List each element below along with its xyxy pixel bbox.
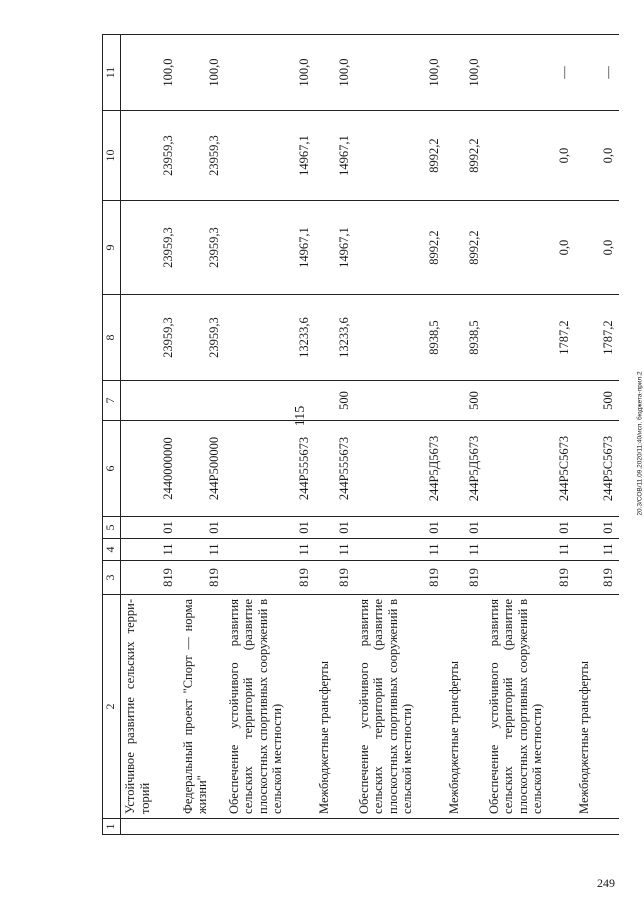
cell-3: 819 [485,561,575,595]
cell-5: 01 [445,517,485,539]
cell-9: 23959,3 [121,201,179,295]
table-row [575,35,619,835]
cell-8: 23959,3 [179,295,225,381]
table-row [445,35,485,835]
cell-9: 8992,2 [445,201,485,295]
row-name: Обеспечение устойчивого развития сельских территорий (развитие плоскостных спортивных сооружений в сельской местности) [485,595,575,819]
cell-6: 2440000000 [121,421,179,517]
column-header-10: 10 [103,111,121,201]
row-name: Устойчивое развитие сельских терри- торий [121,595,179,819]
cell-10: 8992,2 [445,111,485,201]
cell-7: 500 [315,381,355,421]
cell-11: 100,0 [121,35,179,111]
cell-4: 11 [225,539,315,561]
cell-1 [445,819,485,835]
cell-11: 100,0 [315,35,355,111]
cell-6: 244P5Д5673 [445,421,485,517]
table-row [315,35,355,835]
cell-3: 819 [315,561,355,595]
cell-5: 01 [575,517,619,539]
cell-10: 14967,1 [315,111,355,201]
cell-7 [485,381,575,421]
cell-11: — [485,35,575,111]
cell-5: 01 [485,517,575,539]
cell-10: 0,0 [575,111,619,201]
cell-3: 819 [225,561,315,595]
cell-11: 100,0 [225,35,315,111]
row-name: Федеральный проект "Спорт — норма жизни" [179,595,225,819]
cell-4: 11 [445,539,485,561]
cell-6: 244P555673 [315,421,355,517]
page-number: 115 [293,405,308,427]
column-header-5: 5 [103,517,121,539]
table-row [485,35,575,835]
cell-8: 13233,6 [225,295,315,381]
cell-10: 23959,3 [121,111,179,201]
cell-9: 14967,1 [225,201,315,295]
cell-10: 14967,1 [225,111,315,201]
cell-7 [355,381,445,421]
table-row [179,35,225,835]
cell-4: 11 [315,539,355,561]
cell-9: 0,0 [485,201,575,295]
cell-11: 100,0 [445,35,485,111]
row-name: Обеспечение устойчивого развития сельских территорий (развитие плоскостных спортивных сооружений в сельской местности) [225,595,315,819]
cell-5: 01 [355,517,445,539]
cell-4: 11 [179,539,225,561]
cell-9: 8992,2 [355,201,445,295]
cell-1 [225,819,315,835]
cell-1 [485,819,575,835]
cell-3: 819 [575,561,619,595]
cell-3: 819 [121,561,179,595]
column-header-8: 8 [103,295,121,381]
cell-4: 11 [485,539,575,561]
cell-11: — [575,35,619,111]
cell-6: 244P500000 [179,421,225,517]
cell-5: 01 [179,517,225,539]
cell-8: 1787,2 [485,295,575,381]
cell-10: 0,0 [485,111,575,201]
budget-table [102,34,619,835]
cell-6: 244P555673 [225,421,315,517]
cell-9: 0,0 [575,201,619,295]
column-header-11: 11 [103,35,121,111]
row-name: Межбюджетные трансферты [445,595,485,819]
cell-10: 8992,2 [355,111,445,201]
cell-4: 11 [575,539,619,561]
cell-1 [179,819,225,835]
cell-8: 8938,5 [445,295,485,381]
column-header-9: 9 [103,201,121,295]
cell-5: 01 [121,517,179,539]
cell-7 [121,381,179,421]
cell-5: 01 [225,517,315,539]
row-name: Обеспечение устойчивого развития сельских территорий (развитие плоскостных спортивных сооружений в сельской местности) [355,595,445,819]
cell-5: 01 [315,517,355,539]
header-row [103,35,121,835]
column-header-4: 4 [103,539,121,561]
row-name: Межбюджетные трансферты [575,595,619,819]
document-code: 20.3/СОВ/11.09.2020/11:40/исп. бюджета-прил.2 [636,371,644,516]
budget-table-container [102,35,620,835]
cell-7 [179,381,225,421]
column-header-2: 2 [103,595,121,819]
column-header-6: 6 [103,421,121,517]
cell-1 [575,819,619,835]
table-body [121,35,619,835]
cell-6: 244P5Д5673 [355,421,445,517]
cell-8: 1787,2 [575,295,619,381]
cell-3: 819 [355,561,445,595]
cell-4: 11 [121,539,179,561]
cell-7: 500 [445,381,485,421]
cell-8: 13233,6 [315,295,355,381]
cell-7 [225,381,315,421]
cell-3: 819 [179,561,225,595]
cell-4: 11 [355,539,445,561]
cell-7: 500 [575,381,619,421]
cell-6: 244P5C5673 [485,421,575,517]
cell-1 [121,819,179,835]
column-header-3: 3 [103,561,121,595]
cell-9: 23959,3 [179,201,225,295]
table-row [121,35,179,835]
cell-10: 23959,3 [179,111,225,201]
cell-8: 8938,5 [355,295,445,381]
cell-11: 100,0 [179,35,225,111]
cell-1 [315,819,355,835]
cell-8: 23959,3 [121,295,179,381]
table-row [355,35,445,835]
column-header-1: 1 [103,819,121,835]
cell-11: 100,0 [355,35,445,111]
cell-1 [355,819,445,835]
cell-6: 244P5C5673 [575,421,619,517]
cell-9: 14967,1 [315,201,355,295]
row-name: Межбюджетные трансферты [315,595,355,819]
column-header-7: 7 [103,381,121,421]
table-row [225,35,315,835]
side-page-number: 249 [597,876,615,890]
cell-3: 819 [445,561,485,595]
